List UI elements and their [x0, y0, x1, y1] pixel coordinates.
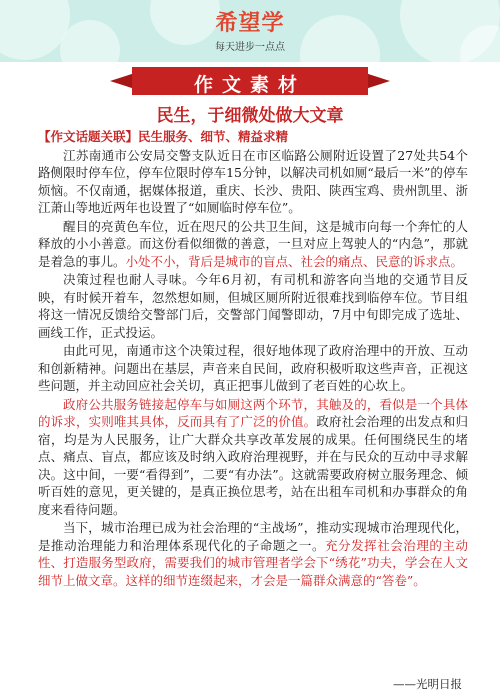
topic-keywords: 【作文话题关联】民生服务、细节、精益求精 — [38, 129, 289, 144]
brand-slogan: 每天进步一点点 — [215, 42, 285, 53]
paragraph-6-text: 当下，城市治理已成为社会治理的“主战场”，推动实现城市治理现代化，是推动治理能力和治理体系现代化的子命题之一。 — [38, 520, 468, 553]
paragraph-5-highlight: 政府公共服务链接起停车与如厕这两个环节，其触及的，看似是一个具体的诉求，实则唯其具体，反而具有了广泛的价值。 — [38, 396, 468, 429]
paragraph-5 — [38, 396, 468, 519]
section-banner — [110, 67, 390, 95]
banner-title: 作文素材 — [193, 74, 306, 96]
paragraph-6-highlight: 充分发挥社会治理的主动性、打造服务型政府，需要我们的城市管理者学会下“绣花”功夫，学会在人文细节上做文章。这样的细节连缀起来，才会是一篇群众满意的“答卷”。 — [38, 537, 468, 588]
paragraph-2 — [38, 218, 468, 271]
paragraph-1: 江苏南通市公安局交警支队近日在市区临路公厕附近设置了27处共54个路侧限时停车位，停车位限时停车15分钟，以解决司机如厕“最后一米”的停车烦恼。不仅南通，据媒体报道，重庆、长沙、贵阳、陕西宝鸡、贵州凯里、浙江萧山等地近两年也设置了“如厕临时停车位”。 — [38, 147, 468, 215]
paragraph-3: 决策过程也耐人寻味。今年6月初，有司机和游客向当地的交通节目反映，有时候开着车，忽然想如厕，但城区厕所附近很难找到临停车位。节目组将这一情况反馈给交警部门后，交警部门闻警即动，7月中旬即完成了选址、画线工作，正式投运。 — [38, 272, 468, 340]
paragraph-6 — [38, 519, 468, 589]
paragraph-5-text: 政府社会治理的出发点和归宿，均是为人民服务，让广大群众共享改革发展的成果。任何围绕民生的堵点、痛点、盲点，都应该及时纳入政府治理视野，并在与民众的互动中寻求解决。这中间，一要“看得到”，二要“有办法”。这就需要政府树立服务理念、倾听百姓的意见，更关键的，是真正换位思考，站在出租车司机和办事群众的角度来看待问题。 — [38, 414, 468, 517]
article-body — [38, 128, 468, 590]
paragraph-2-text: 醒目的亮黄色车位，近在咫尺的公共卫生间，这是城市向每一个奔忙的人释放的小小善意。而这份看似细微的善意，一旦对应上驾驶人的“内急”，那就是着急的事儿。 — [38, 218, 468, 269]
brand-logo — [0, 6, 500, 53]
header-band — [0, 0, 500, 62]
article-headline: 民生，于细微处做大文章 — [156, 106, 344, 126]
brand-name: 希望学 — [215, 11, 285, 36]
article-source: ——光明日报 — [393, 677, 462, 691]
paragraph-2-highlight: 小处不小，背后是城市的盲点、社会的痛点、民意的诉求点。 — [125, 253, 464, 269]
paragraph-4: 由此可见，南通市这个决策过程，很好地体现了政府治理中的开放、互动和创新精神。问题出在基层，声音来自民间，政府积极听取这些声音，正视这些问题，并主动回应社会关切，真正把事儿做到了老百姓的心坎上。 — [38, 343, 468, 393]
